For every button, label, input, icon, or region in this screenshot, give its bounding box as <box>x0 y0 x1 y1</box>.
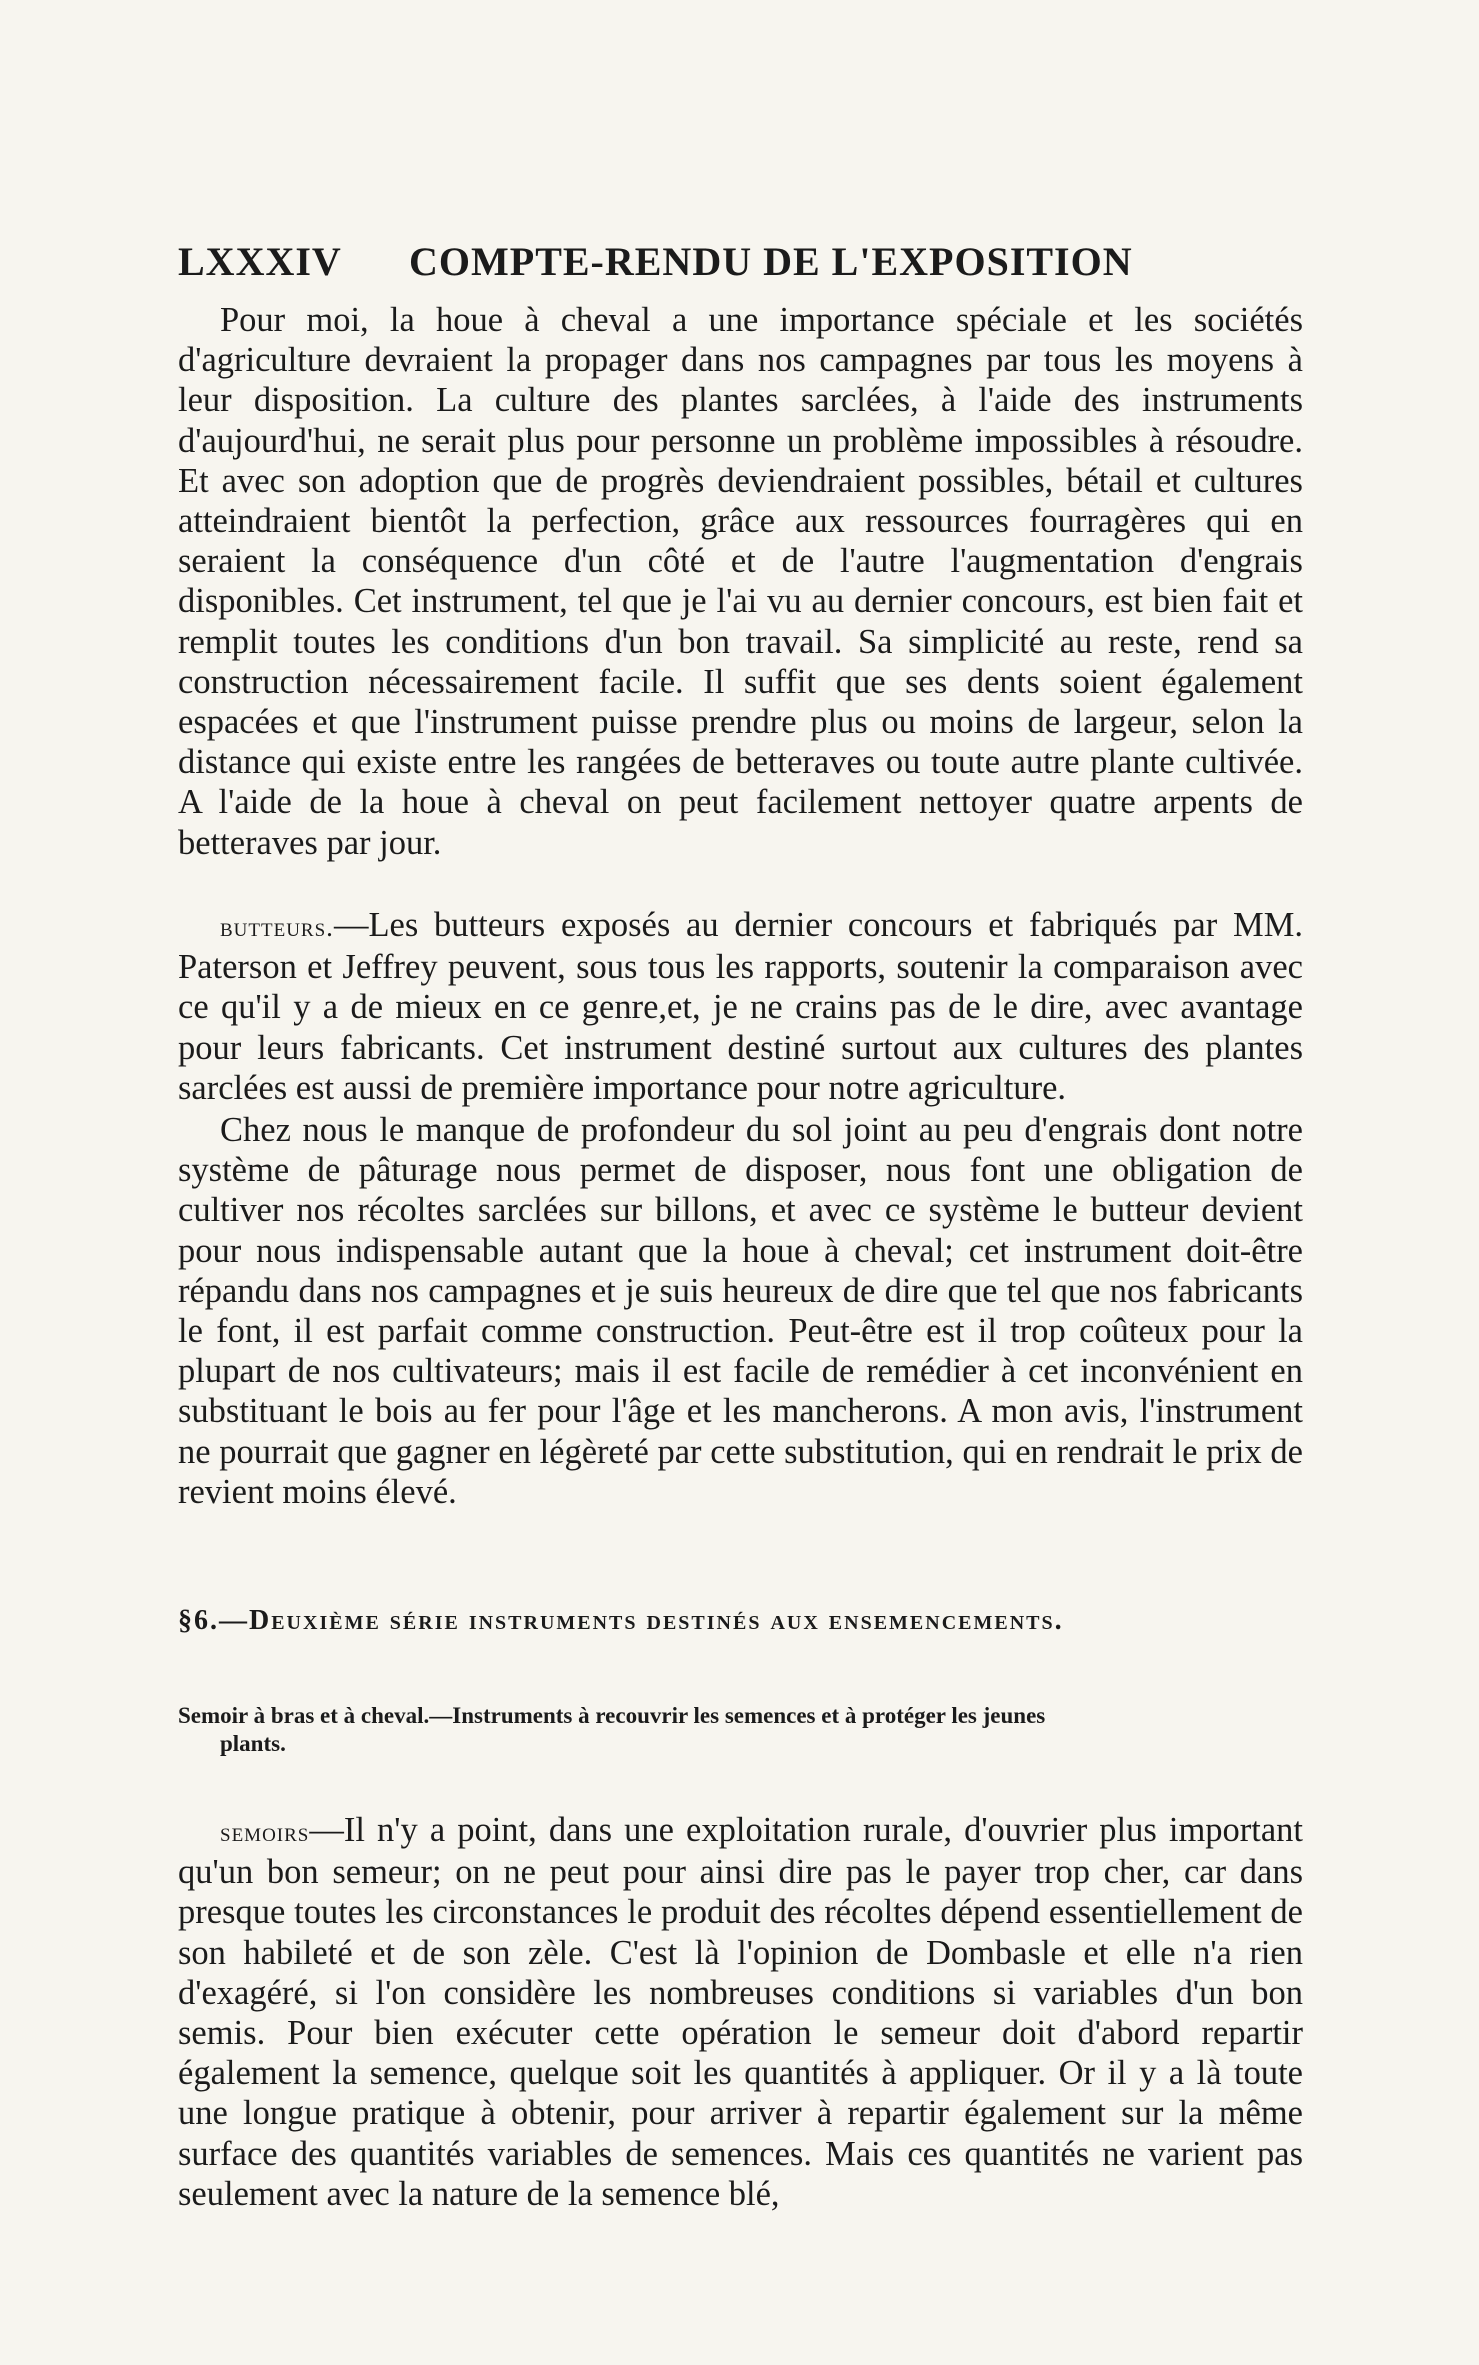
subtitle-line: Semoir à bras et à cheval.—Instruments à recouvrir les semences et à protéger les jeunes <box>178 1703 1046 1728</box>
body-text-semoirs <box>178 1810 1303 2214</box>
paragraph-semoirs <box>178 1810 1303 2214</box>
run-in-heading: butteurs. <box>220 912 334 942</box>
section-subtitle <box>178 1702 1298 1758</box>
body-text-butteurs <box>178 905 1303 1108</box>
running-header <box>178 238 1298 285</box>
run-in-heading: semoirs <box>220 1817 310 1847</box>
running-title: COMPTE-RENDU DE L'EXPOSITION <box>409 239 1133 284</box>
page-number: LXXXIV <box>178 239 342 284</box>
paragraph-houe-a-cheval <box>178 300 1303 863</box>
body-text: Chez nous le manque de profondeur du sol joint au peu d'engrais dont notre système de pâturage nous permet de disposer, nous font une obligation de cultiver nos récoltes sarclées sur billons, et avec ce système le butteur devient pour nous indispensable autant que la houe à cheval; cet instrument doit-être répandu dans nos campagnes et je suis heureux de dire que tel que nos fabricants le font, il est parfait comme construction. Peut-être est il trop coûteux pour la plupart de nos cultivateurs; mais il est facile de remédier à cet inconvénient en substituant le bois au fer pour l'âge et les mancherons. A mon avis, l'instrument ne pourrait que gagner en légèreté par cette substitution, qui en rendrait le prix de revient moins élevé. <box>178 1111 1303 1511</box>
body-text: Pour moi, la houe à cheval a une importance spéciale et les sociétés d'agriculture devraient la propager dans nos campagnes par tous les moyens à leur disposition. La culture des plantes sarclées, à l'aide des instruments d'aujourd'hui, ne serait plus pour personne un problème impossibles à résoudre. Et avec son adoption que de progrès deviendraient possibles, bétail et cultures atteindraient bientôt la perfection, grâce aux ressources fourragères qui en seraient la conséquence d'un côté et de l'autre l'augmentation d'engrais disponibles. Cet instrument, tel que je l'ai vu au dernier concours, est bien fait et remplit toutes les conditions d'un bon travail. Sa simplicité au reste, rend sa construction nécessairement facile. Il suffit que ses dents soient également espacées et que l'instrument puisse prendre plus ou moins de largeur, selon la distance qui existe entre les rangées de betteraves ou toute autre plante cultivée. A l'aide de la houe à cheval on peut facilement nettoyer quatre arpents de betteraves par jour. <box>178 301 1303 862</box>
section-heading: §6.—Deuxième série instruments destinés aux ensemencements. <box>178 1605 1064 1636</box>
subtitle-line: plants. <box>220 1731 286 1756</box>
body-text: —Il n'y a point, dans une exploitation rurale, d'ouvrier plus important qu'un bon semeur; on ne peut pour ainsi dire pas le payer trop cher, car dans presque toutes les circonstances le produit des récoltes dépend essentiellement de son habileté et de son zèle. C'est là l'opinion de Dombasle et elle n'a rien d'exagéré, si l'on considère les nombreuses conditions si variables d'un bon semis. Pour bien exécuter cette opération le semeur doit d'abord repartir également la semence, quelque soit les quantités à appliquer. Or il y a là toute une longue pratique à obtenir, pour arriver à repartir également sur la même surface des quantités variables de semences. Mais ces quantités ne varient pas seulement avec la nature de la semence blé, <box>178 1811 1303 2213</box>
body-text: —Les butteurs exposés au dernier concours et fabriqués par MM. Paterson et Jeffrey peuvent, sous tous les rapports, soutenir la comparaison avec ce qu'il y a de mieux en ce genre,et, je ne crains pas de le dire, avec avantage pour leurs fabricants. Cet instrument destiné surtout aux cultures des plantes sarclées est aussi de première importance pour notre agriculture. <box>178 906 1303 1107</box>
paragraph-butteurs <box>178 905 1303 1512</box>
